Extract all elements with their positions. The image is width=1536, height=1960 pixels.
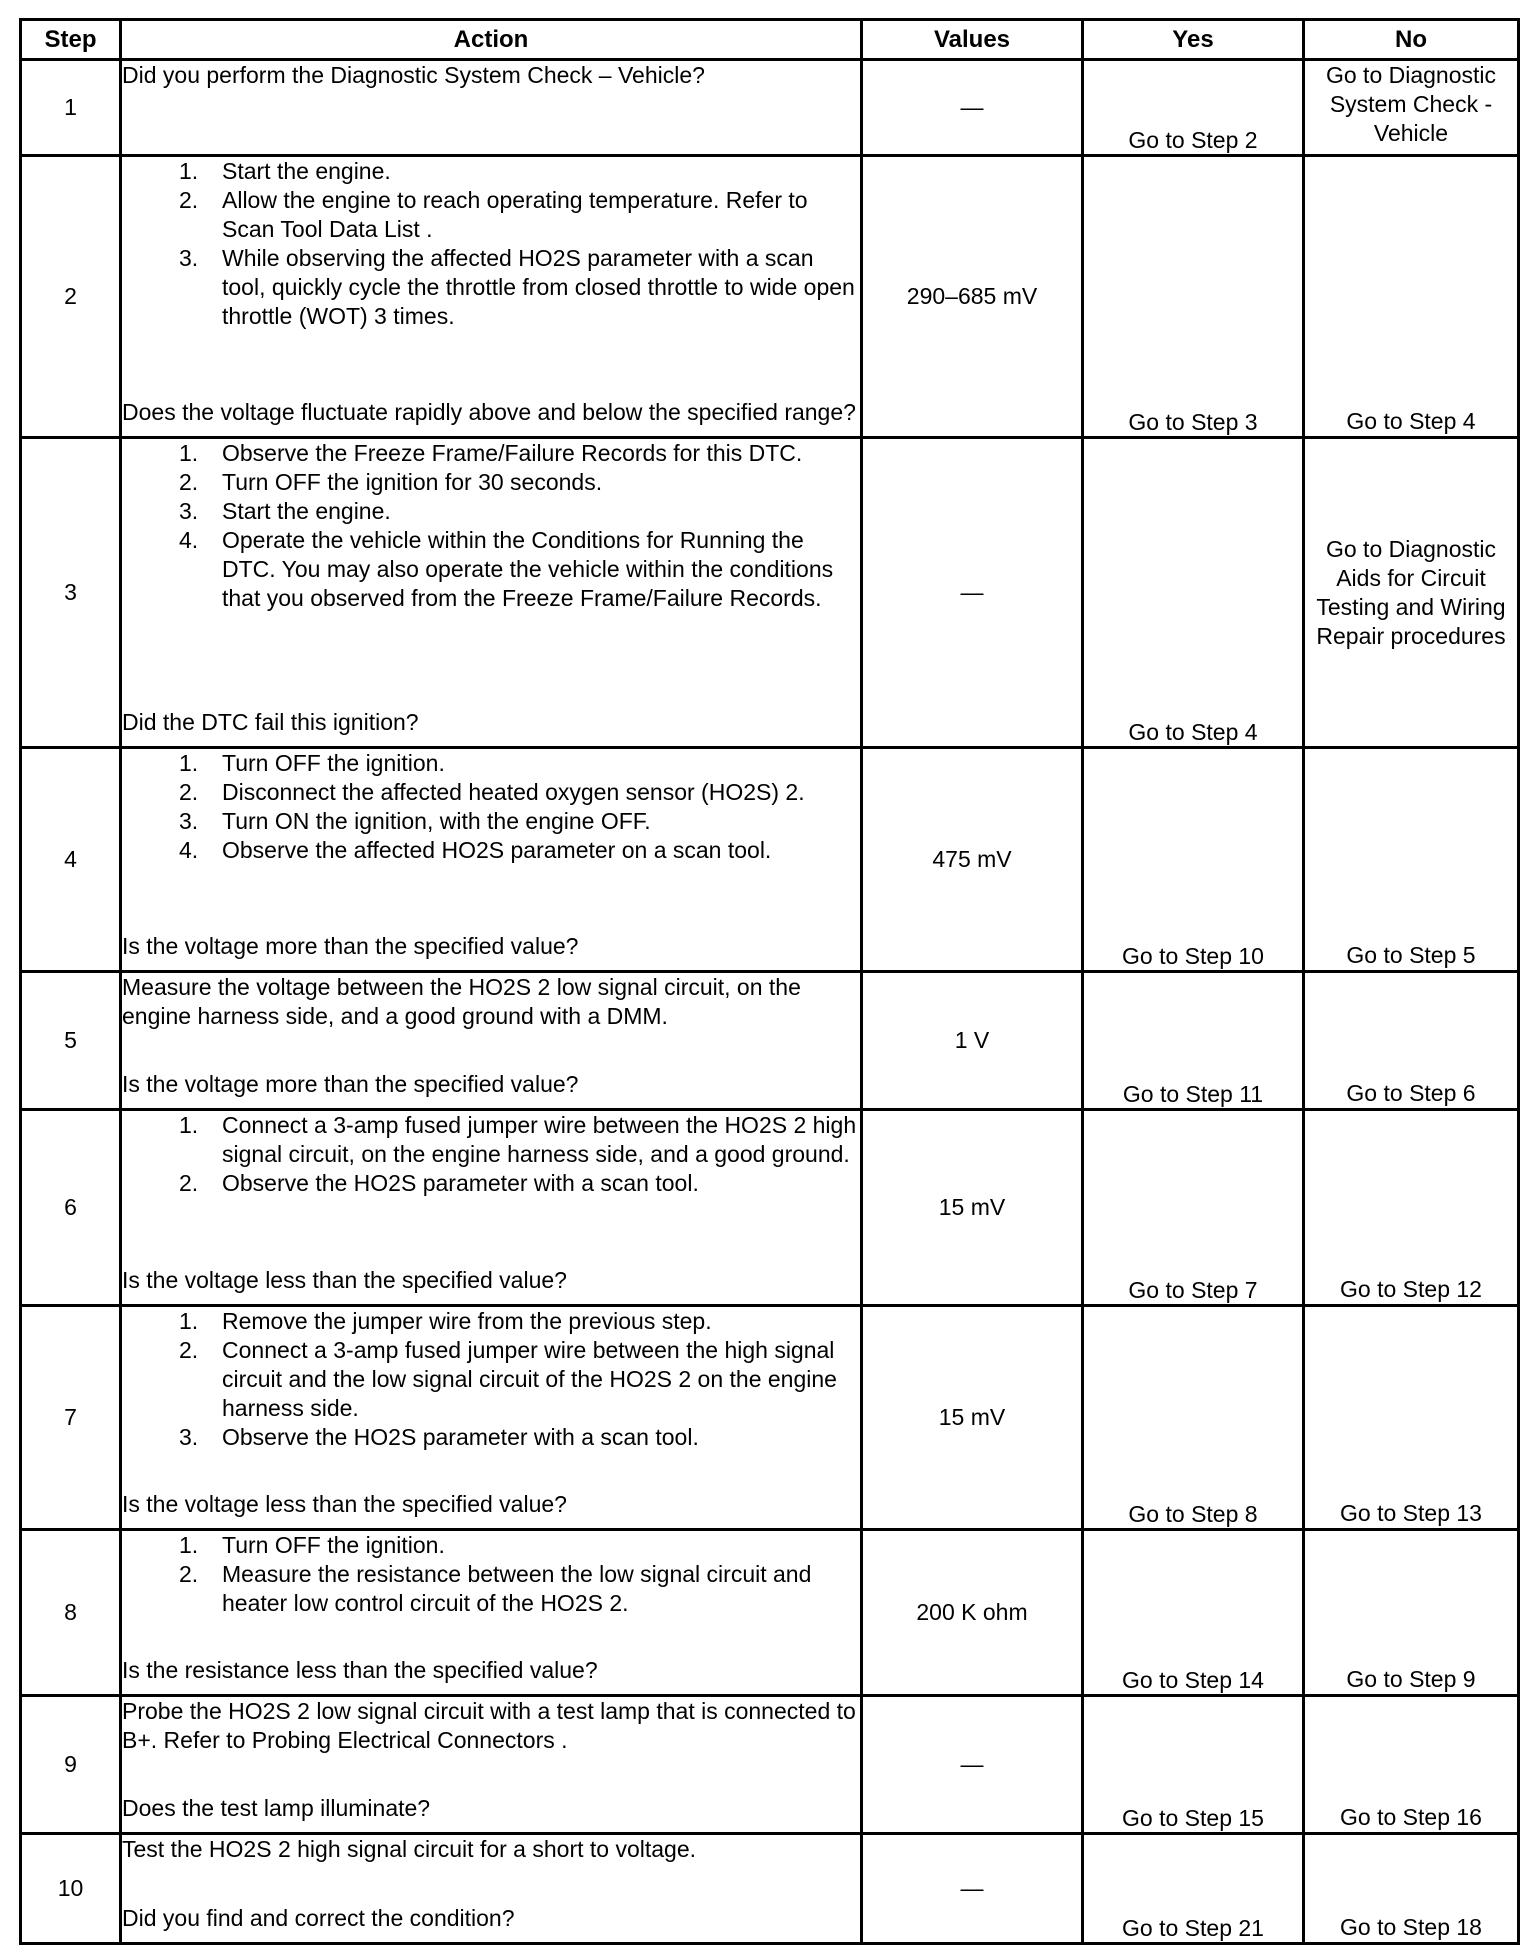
action-step-item xyxy=(179,836,860,865)
action-step-item xyxy=(179,526,860,613)
value-cell: — xyxy=(862,1696,1083,1834)
step-number: 5 xyxy=(21,972,121,1110)
header-step: Step xyxy=(21,20,121,60)
action-step-item xyxy=(179,1560,860,1618)
no-cell: Go to Step 4 xyxy=(1304,156,1519,438)
action-step-number: 2. xyxy=(179,187,199,213)
value-cell: 15 mV xyxy=(862,1306,1083,1530)
action-steps-list xyxy=(122,157,860,331)
action-step-text: Start the engine. xyxy=(222,158,391,184)
action-step-item xyxy=(179,807,860,836)
action-step-item xyxy=(179,497,860,526)
step-number: 7 xyxy=(21,1306,121,1530)
value-cell: — xyxy=(862,60,1083,156)
action-step-text: While observing the affected HO2S parameter with a scan tool, quickly cycle the throttle from closed throttle to wide open throttle (WOT) 3 times. xyxy=(222,245,855,329)
action-steps-list xyxy=(122,1307,860,1452)
no-cell: Go to Diagnostic Aids for Circuit Testing and Wiring Repair procedures xyxy=(1304,438,1519,748)
action-question: Did you find and correct the condition? xyxy=(122,1905,515,1931)
action-cell xyxy=(121,1696,862,1834)
value-cell: 15 mV xyxy=(862,1110,1083,1306)
action-step-item xyxy=(179,244,860,331)
value-cell: 475 mV xyxy=(862,748,1083,972)
action-step-text: Allow the engine to reach operating temperature. Refer to Scan Tool Data List . xyxy=(222,187,808,242)
no-cell: Go to Step 9 xyxy=(1304,1530,1519,1696)
action-step-number: 3. xyxy=(179,245,199,271)
table-row xyxy=(21,1530,1519,1696)
action-step-text: Turn OFF the ignition. xyxy=(222,750,445,776)
yes-cell: Go to Step 14 xyxy=(1083,1530,1304,1696)
action-step-number: 1. xyxy=(179,750,199,776)
action-step-item xyxy=(179,1169,860,1198)
action-question: Is the voltage less than the specified value? xyxy=(122,1491,567,1517)
action-cell xyxy=(121,438,862,748)
no-cell: Go to Step 5 xyxy=(1304,748,1519,972)
action-step-number: 2. xyxy=(179,1561,199,1587)
action-step-text: Disconnect the affected heated oxygen sensor (HO2S) 2. xyxy=(222,779,805,805)
action-cell xyxy=(121,972,862,1110)
yes-cell: Go to Step 4 xyxy=(1083,438,1304,748)
action-step-number: 3. xyxy=(179,1424,199,1450)
value-cell: 200 K ohm xyxy=(862,1530,1083,1696)
action-step-text: Measure the resistance between the low signal circuit and heater low control circuit of the HO2S 2. xyxy=(222,1561,812,1616)
step-number: 2 xyxy=(21,156,121,438)
value-cell: 290–685 mV xyxy=(862,156,1083,438)
yes-cell: Go to Step 7 xyxy=(1083,1110,1304,1306)
header-no: No xyxy=(1304,20,1519,60)
action-step-number: 2. xyxy=(179,1337,199,1363)
action-question: Does the test lamp illuminate? xyxy=(122,1795,431,1821)
action-question: Is the voltage less than the specified value? xyxy=(122,1267,567,1293)
table-row xyxy=(21,748,1519,972)
action-step-number: 1. xyxy=(179,158,199,184)
action-step-item xyxy=(179,186,860,244)
action-question: Does the voltage fluctuate rapidly above and below the specified range? xyxy=(122,399,856,425)
action-steps-list xyxy=(122,439,860,613)
no-cell: Go to Step 6 xyxy=(1304,972,1519,1110)
yes-cell: Go to Step 11 xyxy=(1083,972,1304,1110)
action-step-item xyxy=(179,1111,860,1169)
table-row xyxy=(21,1110,1519,1306)
yes-cell: Go to Step 10 xyxy=(1083,748,1304,972)
action-step-item xyxy=(179,749,860,778)
table-row xyxy=(21,972,1519,1110)
step-number: 9 xyxy=(21,1696,121,1834)
action-step-item xyxy=(179,1307,860,1336)
action-steps-list xyxy=(122,1111,860,1198)
no-cell: Go to Step 13 xyxy=(1304,1306,1519,1530)
action-step-item xyxy=(179,468,860,497)
action-instruction: Measure the voltage between the HO2S 2 low signal circuit, on the engine harness side, and a good ground with a DMM. xyxy=(122,974,801,1029)
table-row xyxy=(21,60,1519,156)
action-cell xyxy=(121,1306,862,1530)
action-step-item xyxy=(179,1336,860,1423)
yes-cell: Go to Step 8 xyxy=(1083,1306,1304,1530)
step-number: 3 xyxy=(21,438,121,748)
value-cell: — xyxy=(862,438,1083,748)
step-number: 8 xyxy=(21,1530,121,1696)
action-step-number: 1. xyxy=(179,1308,199,1334)
action-cell xyxy=(121,748,862,972)
action-step-text: Remove the jumper wire from the previous step. xyxy=(222,1308,712,1334)
action-step-number: 1. xyxy=(179,1532,199,1558)
table-row xyxy=(21,1696,1519,1834)
table-row xyxy=(21,1834,1519,1944)
action-step-number: 4. xyxy=(179,837,199,863)
action-instruction: Test the HO2S 2 high signal circuit for a short to voltage. xyxy=(122,1836,697,1862)
action-step-number: 1. xyxy=(179,440,199,466)
action-cell xyxy=(121,60,862,156)
yes-cell: Go to Step 15 xyxy=(1083,1696,1304,1834)
action-step-text: Observe the HO2S parameter with a scan tool. xyxy=(222,1424,699,1450)
header-action: Action xyxy=(121,20,862,60)
action-step-item xyxy=(179,157,860,186)
action-steps-list xyxy=(122,1531,860,1618)
action-instruction: Did you perform the Diagnostic System Check – Vehicle? xyxy=(122,62,705,88)
action-step-text: Start the engine. xyxy=(222,498,391,524)
action-instruction: Probe the HO2S 2 low signal circuit with a test lamp that is connected to B+. Refer to Probing Electrical Connectors . xyxy=(122,1698,856,1753)
action-step-item xyxy=(179,439,860,468)
table-row xyxy=(21,1306,1519,1530)
step-number: 6 xyxy=(21,1110,121,1306)
step-number: 1 xyxy=(21,60,121,156)
action-question: Is the voltage more than the specified value? xyxy=(122,933,579,959)
action-step-text: Connect a 3-amp fused jumper wire between the high signal circuit and the low signal circuit of the HO2S 2 on the engine harness side. xyxy=(222,1337,837,1421)
action-steps-list xyxy=(122,749,860,865)
action-question: Is the resistance less than the specified value? xyxy=(122,1657,598,1683)
table-row xyxy=(21,438,1519,748)
action-step-number: 2. xyxy=(179,1170,199,1196)
value-cell: 1 V xyxy=(862,972,1083,1110)
action-cell xyxy=(121,1834,862,1944)
action-step-item xyxy=(179,778,860,807)
action-step-item xyxy=(179,1423,860,1452)
step-number: 10 xyxy=(21,1834,121,1944)
action-step-number: 4. xyxy=(179,527,199,553)
action-step-number: 2. xyxy=(179,779,199,805)
action-step-text: Turn ON the ignition, with the engine OFF. xyxy=(222,808,651,834)
action-question: Did the DTC fail this ignition? xyxy=(122,709,419,735)
yes-cell: Go to Step 3 xyxy=(1083,156,1304,438)
step-number: 4 xyxy=(21,748,121,972)
header-values: Values xyxy=(862,20,1083,60)
action-step-text: Observe the affected HO2S parameter on a scan tool. xyxy=(222,837,772,863)
header-row xyxy=(21,20,1519,60)
value-cell: — xyxy=(862,1834,1083,1944)
action-step-text: Operate the vehicle within the Conditions for Running the DTC. You may also operate the vehicle within the conditions that you observed from the Freeze Frame/Failure Records. xyxy=(222,527,834,611)
action-cell xyxy=(121,1110,862,1306)
action-step-text: Turn OFF the ignition for 30 seconds. xyxy=(222,469,603,495)
action-step-text: Observe the HO2S parameter with a scan tool. xyxy=(222,1170,699,1196)
action-step-text: Turn OFF the ignition. xyxy=(222,1532,445,1558)
table-body xyxy=(21,60,1519,1944)
no-cell: Go to Diagnostic System Check - Vehicle xyxy=(1304,60,1519,156)
table-row xyxy=(21,156,1519,438)
action-step-number: 3. xyxy=(179,498,199,524)
action-step-number: 2. xyxy=(179,469,199,495)
header-yes: Yes xyxy=(1083,20,1304,60)
action-question: Is the voltage more than the specified value? xyxy=(122,1071,579,1097)
action-step-text: Connect a 3-amp fused jumper wire between the HO2S 2 high signal circuit, on the engine harness side, and a good ground. xyxy=(222,1112,857,1167)
action-step-number: 3. xyxy=(179,808,199,834)
no-cell: Go to Step 12 xyxy=(1304,1110,1519,1306)
action-step-number: 1. xyxy=(179,1112,199,1138)
action-cell xyxy=(121,1530,862,1696)
no-cell: Go to Step 18 xyxy=(1304,1834,1519,1944)
diagnostic-table xyxy=(19,18,1520,1945)
action-cell xyxy=(121,156,862,438)
action-step-item xyxy=(179,1531,860,1560)
action-step-text: Observe the Freeze Frame/Failure Records for this DTC. xyxy=(222,440,803,466)
yes-cell: Go to Step 21 xyxy=(1083,1834,1304,1944)
no-cell: Go to Step 16 xyxy=(1304,1696,1519,1834)
yes-cell: Go to Step 2 xyxy=(1083,60,1304,156)
